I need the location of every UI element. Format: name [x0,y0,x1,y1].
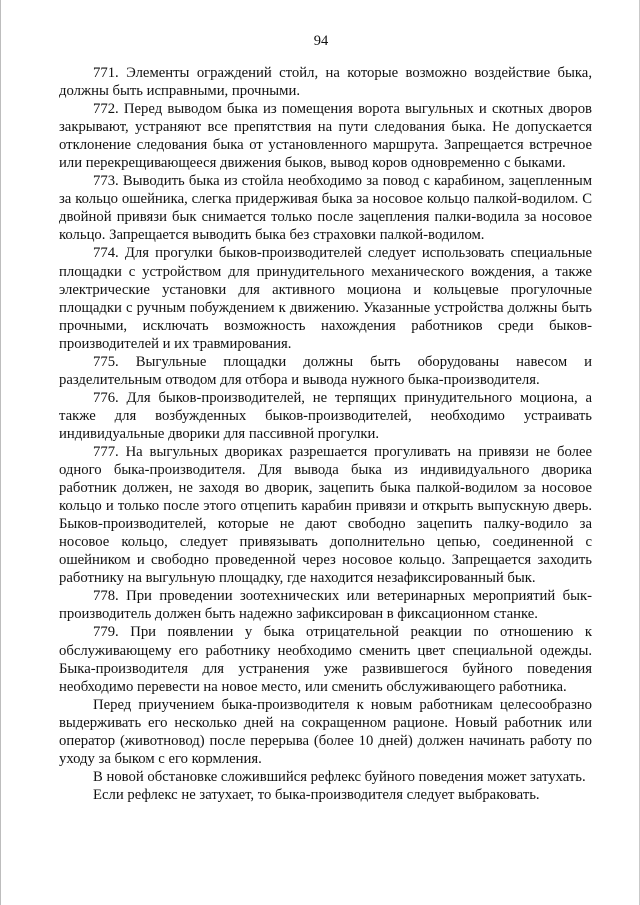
paragraph-774: 774. Для прогулки быков-производителей следует использовать специальные площадки с устройством для принудительного механического вождения, а также электрические установки для активного моциона и кольцевые прогулочные площадки с ручным побуждением к движению. Указанные устройства должны быть прочными, исключать возможность нахождения работников среди быков-производителей и их травмирования. [59,245,592,352]
paragraph-779-continued-3: Если рефлекс не затухает, то быка-производителя следует выбраковать. [93,786,540,803]
paragraph-772: 772. Перед выводом быка из помещения ворота выгульных и скотных дворов закрывают, устраняют все препятствия на пути следования быка. Не допускается отклонение следования быка от установленного маршрута. Запрещается встречное или перекрещивающееся движения быков, вывод коров одновременно с быками. [59,101,592,172]
paragraph-771: 771. Элементы ограждений стойл, на которые возможно воздействие быка, должны быть исправными, прочными. [59,65,592,100]
page-number: 94 [313,33,329,49]
paragraph-779-continued-2: В новой обстановке сложившийся рефлекс буйного поведения может затухать. [93,768,586,785]
paragraph-775: 775. Выгульные площадки должны быть оборудованы навесом и разделительным отводом для отбора и вывода нужного быка-производителя. [59,353,592,388]
paragraph-773: 773. Выводить быка из стойла необходимо за повод с карабином, зацепленным за кольцо ошейника, слегка придерживая быка за носовое кольцо палкой-водилом. С двойной привязи бык снимается только после зацепления палки-водила за носовое кольцо. Запрещается выводить быка без страховки палкой-водилом. [59,173,592,244]
paragraph-776: 776. Для быков-производителей, не терпящих принудительного моциона, а также для возбужденных быков-производителей, необходимо устраивать индивидуальные дворики для пассивной прогулки. [59,389,592,442]
paragraph-777: 777. На выгульных двориках разрешается прогуливать на привязи не более одного быка-производителя. Для вывода быка из индивидуального дворика работник должен, не заходя во дворик, зацепить быка палкой-водилом за носовое кольцо и только после этого отцепить карабин привязи и открыть выпускную дверь. Быков-производителей, которые не дают свободно зацепить палку-водило за носовое кольцо, следует привязывать дополнительно цепью, соединенной с ошейником и свободно проведенной через носовое кольцо. Запрещается заходить работнику на выгульную площадку, где находится незафиксированный бык. [59,443,592,587]
paragraph-779: 779. При появлении у быка отрицательной реакции по отношению к обслуживающему его работнику необходимо сменить цвет специальной одежды. Быка-производителя для устранения уже развившегося буйного поведения необходимо перевести на новое место, или сменить обслуживающего работника. [59,624,592,695]
paragraph-779-continued-1: Перед приучением быка-производителя к новым работникам целесообразно выдерживать его несколько дней на сокращенном рационе. Новый работник или оператор (животновод) после перерыва (более 10 дней) должен начинать работу по уходу за быком с его кормления. [59,696,592,767]
document-body [59,64,592,804]
paragraph-778: 778. При проведении зоотехнических или ветеринарных мероприятий бык-производитель должен быть надежно зафиксирован в фиксационном станке. [59,588,592,623]
